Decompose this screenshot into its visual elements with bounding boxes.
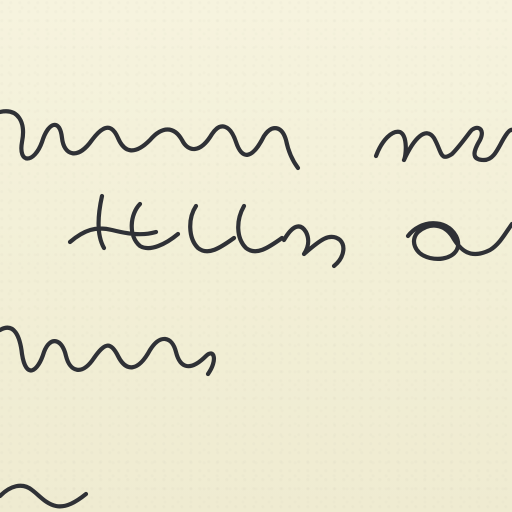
handwriting-stroke-line1-unsm — [0, 111, 298, 168]
handwriting-stroke-line4-partial — [0, 486, 86, 507]
handwriting-stroke-line2-a — [408, 223, 512, 259]
handwriting-stroke-line3-nus — [0, 328, 214, 374]
handwriting-stroke-line1-men — [376, 128, 512, 160]
handwriting-stroke-line2-tellers — [70, 196, 343, 266]
